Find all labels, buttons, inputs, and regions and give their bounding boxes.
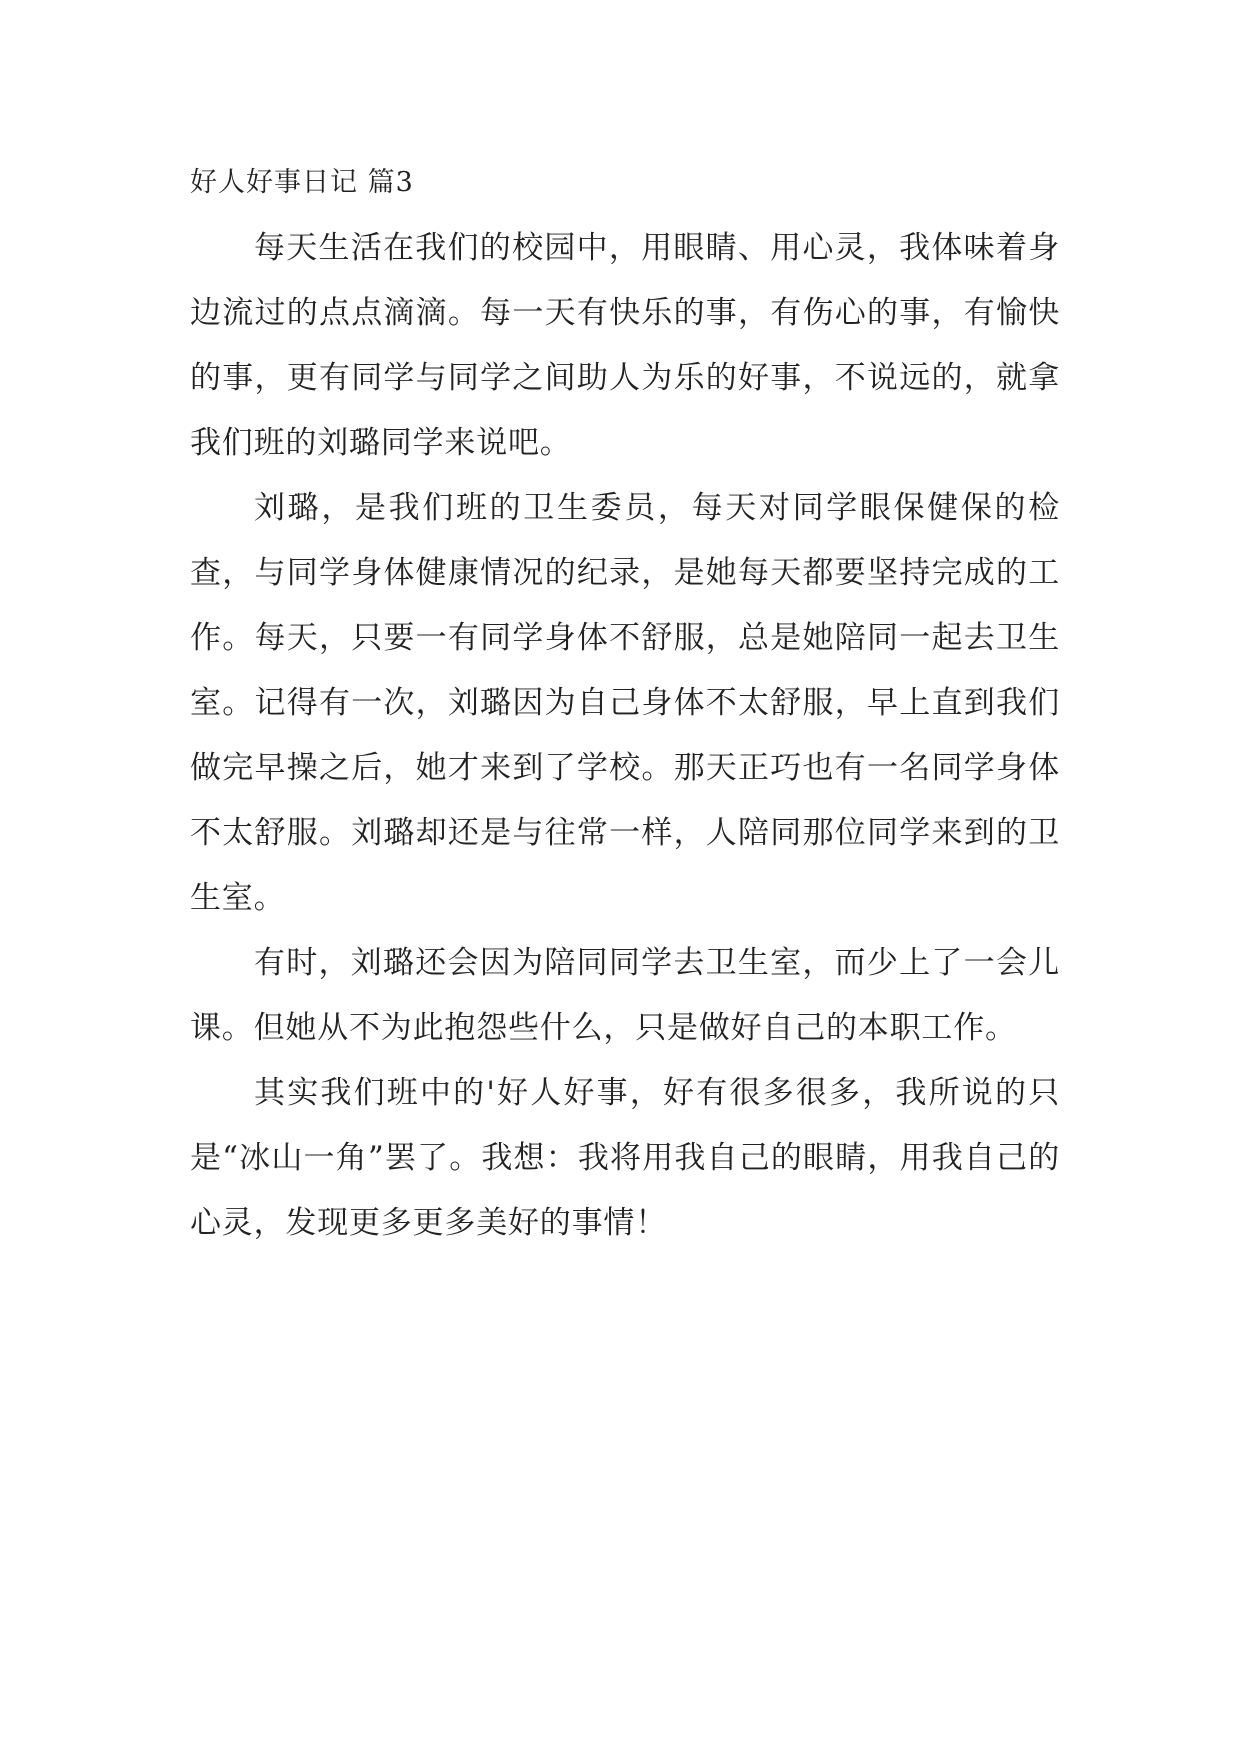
paragraph-1: 每天生活在我们的校园中，用眼睛、用心灵，我体味着身边流过的点点滴滴。每一天有快乐的事，有伤心的事，有愉快的事，更有同学与同学之间助人为乐的好事，不说远的，就拿我们班的刘璐同学来说吧。 [190,230,1060,461]
document-body [190,160,1060,1256]
paragraph-2: 刘璐，是我们班的卫生委员，每天对同学眼保健保的检查，与同学身体健康情况的纪录，是她每天都要坚持完成的工作。每天，只要一有同学身体不舒服，总是她陪同一起去卫生室。记得有一次，刘璐因为自己身体不太舒服，早上直到我们做完早操之后，她才来到了学校。那天正巧也有一名同学身体不太舒服。刘璐却还是与往常一样，人陪同那位同学来到的卫生室。 [190,490,1060,916]
paragraph-4: 其实我们班中的'好人好事，好有很多很多，我所说的只是“冰山一角”罢了。我想：我将用我自己的眼睛，用我自己的心灵，发现更多更多美好的事情！ [190,1075,1060,1241]
document-title: 好人好事日记 篇3 [190,167,414,198]
paragraph-3: 有时，刘璐还会因为陪同同学去卫生室，而少上了一会儿课。但她从不为此抱怨些什么，只是做好自己的本职工作。 [190,945,1060,1046]
